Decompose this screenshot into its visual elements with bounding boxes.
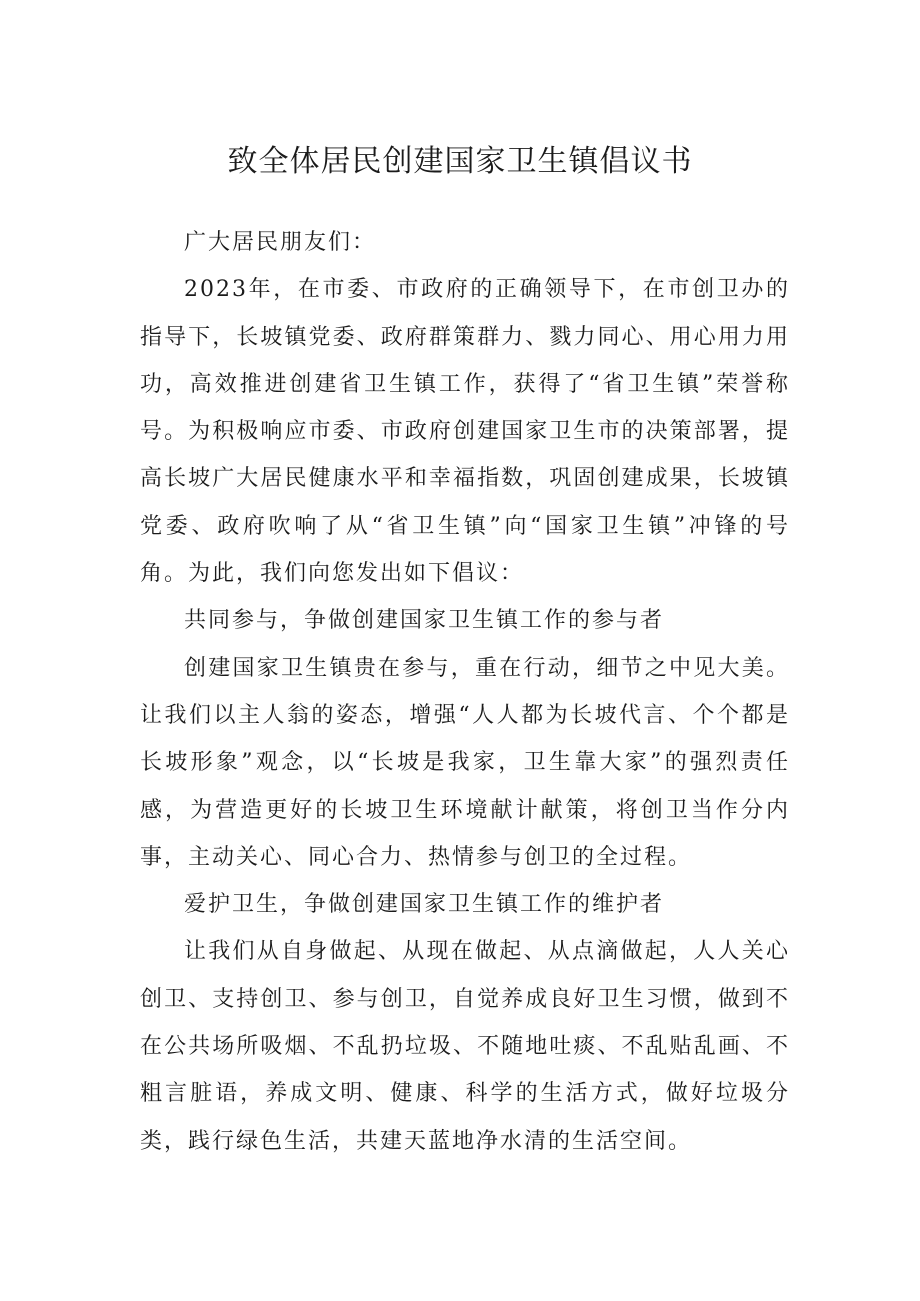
paragraph-intro: 2023年，在市委、市政府的正确领导下，在市创卫办的指导下，长坡镇党委、政府群策群力、戮力同心、用心用力用功，高效推进创建省卫生镇工作，获得了“省卫生镇”荣誉称号。为积极响应市委、市政府创建国家卫生市的决策部署，提高长坡广大居民健康水平和幸福指数，巩固创建成果，长坡镇党委、政府吹响了从“省卫生镇”向“国家卫生镇”冲锋的号角。为此，我们向您发出如下倡议： xyxy=(140,277,790,587)
document-body xyxy=(140,219,790,1165)
paragraph-maintain: 让我们从自身做起、从现在做起、从点滴做起，人人关心创卫、支持创卫、参与创卫，自觉养成良好卫生习惯，做到不在公共场所吸烟、不乱扔垃圾、不随地吐痰、不乱贴乱画、不粗言脏语，养成文明、健康、科学的生活方式，做好垃圾分类，践行绿色生活，共建天蓝地净水清的生活空间。 xyxy=(140,939,790,1154)
document-title: 致全体居民创建国家卫生镇倡议书 xyxy=(227,144,693,179)
salutation: 广大居民朋友们： xyxy=(184,230,377,255)
section-heading-participate: 共同参与，争做创建国家卫生镇工作的参与者 xyxy=(184,608,665,634)
section-heading-maintain: 爱护卫生，争做创建国家卫生镇工作的维护者 xyxy=(184,892,665,918)
paragraph-participate: 创建国家卫生镇贵在参与，重在行动，细节之中见大美。让我们以主人翁的姿态，增强“人人都为长坡代言、个个都是长坡形象”观念，以“长坡是我家，卫生靠大家”的强烈责任感，为营造更好的长坡卫生环境献计献策，将创卫当作分内事，主动关心、同心合力、热情参与创卫的全过程。 xyxy=(140,655,790,870)
